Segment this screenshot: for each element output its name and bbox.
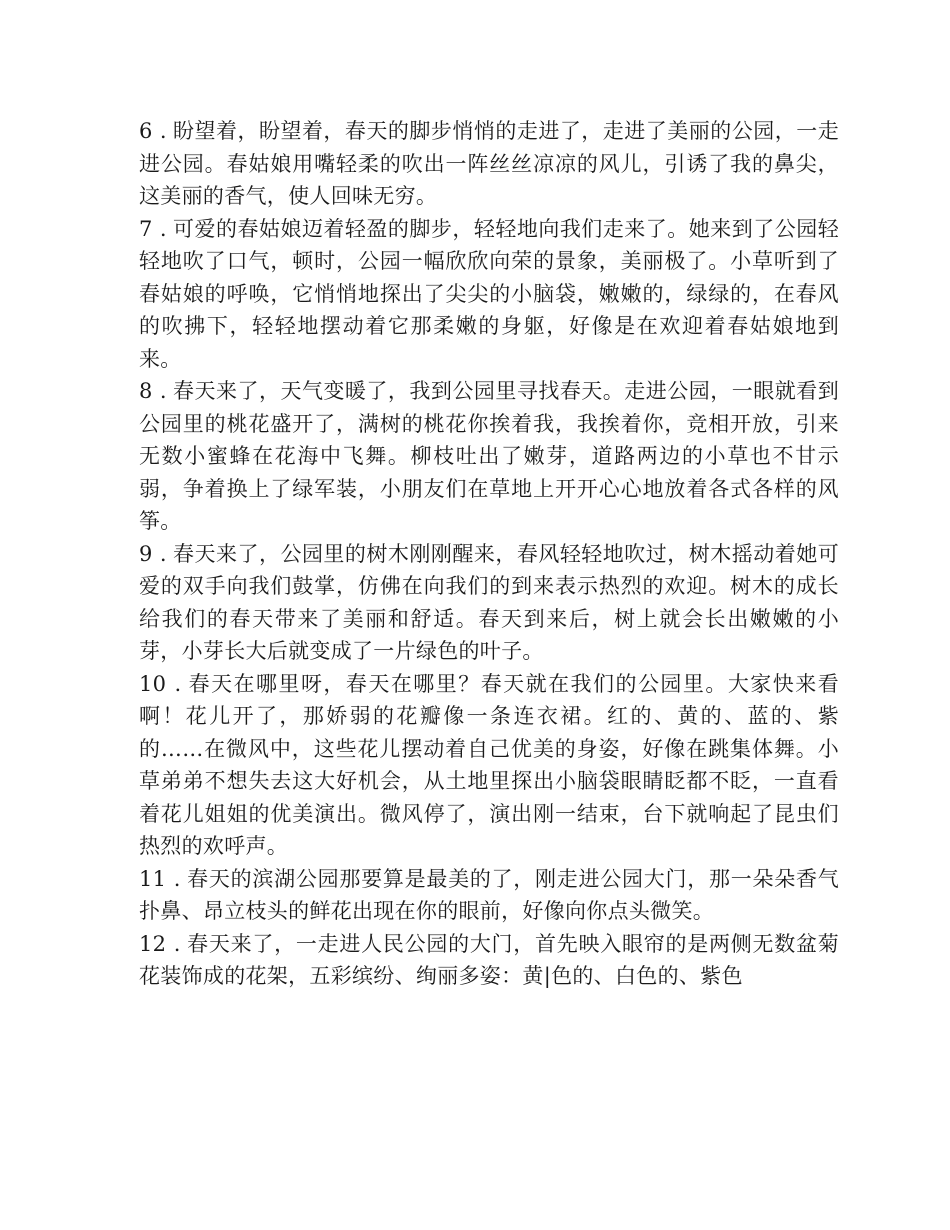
paragraph-10 bbox=[139, 668, 839, 863]
paragraph-text: 可爱的春姑娘迈着轻盈的脚步，轻轻地向我们走来了。她来到了公园轻轻地吹了口气，顿时，公园一幅欣欣向荣的景象，美丽极了。小草听到了春姑娘的呼唤，它悄悄地探出了尖尖的小脑袋，嫩嫩的，绿绿的，在春风的吹拂下，轻轻地摆动着它那柔嫩的身躯，好像是在欢迎着春姑娘地到来。 bbox=[139, 216, 839, 371]
paragraph-number: 6 . bbox=[139, 119, 167, 143]
paragraph-number: 7 . bbox=[139, 216, 167, 241]
paragraph-text: 春天来了，一走进人民公园的大门，首先映入眼帘的是两侧无数盆菊花装饰成的花架，五彩缤纷、绚丽多姿：黄|色的、白色的、紫色 bbox=[139, 931, 839, 988]
paragraph-text: 春天的滨湖公园那要算是最美的了，刚走进公园大门，那一朵朵香气扑鼻、昂立枝头的鲜花出现在你的眼前，好像向你点头微笑。 bbox=[139, 866, 839, 923]
paragraph-6 bbox=[139, 115, 839, 213]
paragraph-number: 11 . bbox=[139, 866, 181, 891]
paragraph-text: 春天来了，公园里的树木刚刚醒来，春风轻轻地吹过，树木摇动着她可爱的双手向我们鼓掌，仿佛在向我们的到来表示热烈的欢迎。树木的成长给我们的春天带来了美丽和舒适。春天到来后，树上就会长出嫩嫩的小芽，小芽长大后就变成了一片绿色的叶子。 bbox=[139, 541, 839, 663]
paragraph-number: 9 . bbox=[139, 541, 167, 566]
paragraph-8 bbox=[139, 375, 839, 538]
document-body bbox=[139, 115, 839, 993]
paragraph-9 bbox=[139, 538, 839, 668]
paragraph-text: 春天来了，天气变暖了，我到公园里寻找春天。走进公园，一眼就看到公园里的桃花盛开了，满树的桃花你挨着我，我挨着你，竞相开放，引来无数小蜜蜂在花海中飞舞。柳枝吐出了嫩芽，道路两边的小草也不甘示弱，争着换上了绿军装，小朋友们在草地上开开心心地放着各式各样的风筝。 bbox=[139, 379, 839, 533]
paragraph-text: 盼望着，盼望着，春天的脚步悄悄的走进了，走进了美丽的公园，一走进公园。春姑娘用嘴轻柔的吹出一阵丝丝凉凉的风儿，引诱了我的鼻尖，这美丽的香气，使人回味无穷。 bbox=[139, 119, 839, 208]
paragraph-number: 12 . bbox=[139, 931, 181, 956]
paragraph-7 bbox=[139, 213, 839, 376]
paragraph-number: 10 . bbox=[139, 671, 182, 696]
paragraph-11 bbox=[139, 863, 839, 928]
paragraph-number: 8 . bbox=[139, 379, 167, 403]
paragraph-text: 春天在哪里呀，春天在哪里？春天就在我们的公园里。大家快来看啊！花儿开了，那娇弱的花瓣像一条连衣裙。红的、黄的、蓝的、紫的……在微风中，这些花儿摆动着自己优美的身姿，好像在跳集体舞。小草弟弟不想失去这大好机会，从土地里探出小脑袋眼睛眨都不眨，一直看着花儿姐姐的优美演出。微风停了，演出刚一结束，台下就响起了昆虫们热烈的欢呼声。 bbox=[139, 671, 839, 858]
paragraph-12 bbox=[139, 928, 839, 993]
